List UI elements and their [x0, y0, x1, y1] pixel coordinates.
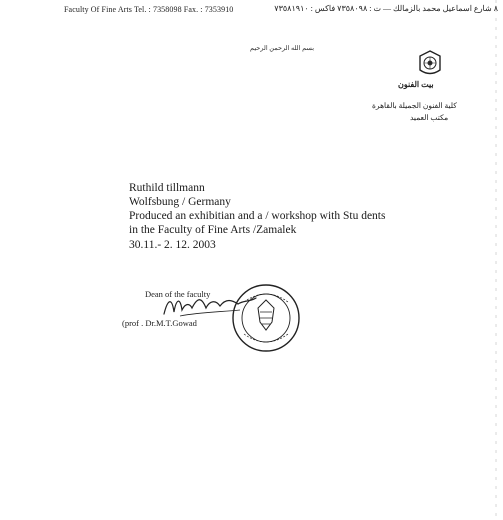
statement-line-2: in the Faculty of Fine Arts /Zamalek	[129, 224, 297, 236]
faculty-name-arabic: كلية الفنون الجميلة بالقاهرة	[372, 101, 457, 110]
ornament-seal-icon	[416, 50, 444, 78]
signatory-title: Dean of the faculty	[145, 289, 211, 299]
statement-line-1: Produced an exhibitian and a / workshop with Stu dents	[129, 210, 386, 222]
event-dates: 30.11.- 2. 12. 2003	[129, 239, 216, 251]
header-contact-english: Faculty Of Fine Arts Tel. : 7358098 Fax. : 7353910	[64, 5, 234, 14]
dean-office-arabic: مكتب العميد	[410, 113, 449, 122]
recipient-location: Wolfsbung / Germany	[129, 196, 231, 208]
official-round-stamp	[230, 282, 302, 354]
header-contact-arabic: ٨ شارع اسماعيل محمد بالزمالك — ت : ٧٣٥٨٠٩٨ فاكس : ٧٣٥٨١٩١٠	[274, 4, 498, 13]
signatory-name: (prof . Dr.M.T.Gowad	[122, 318, 197, 328]
basmala-text: بسم الله الرحمن الرحيم	[250, 45, 315, 52]
scan-edge-mark	[482, 0, 503, 520]
logo-caption: بيت الفنون	[398, 80, 434, 89]
recipient-name: Ruthild tillmann	[129, 182, 205, 194]
